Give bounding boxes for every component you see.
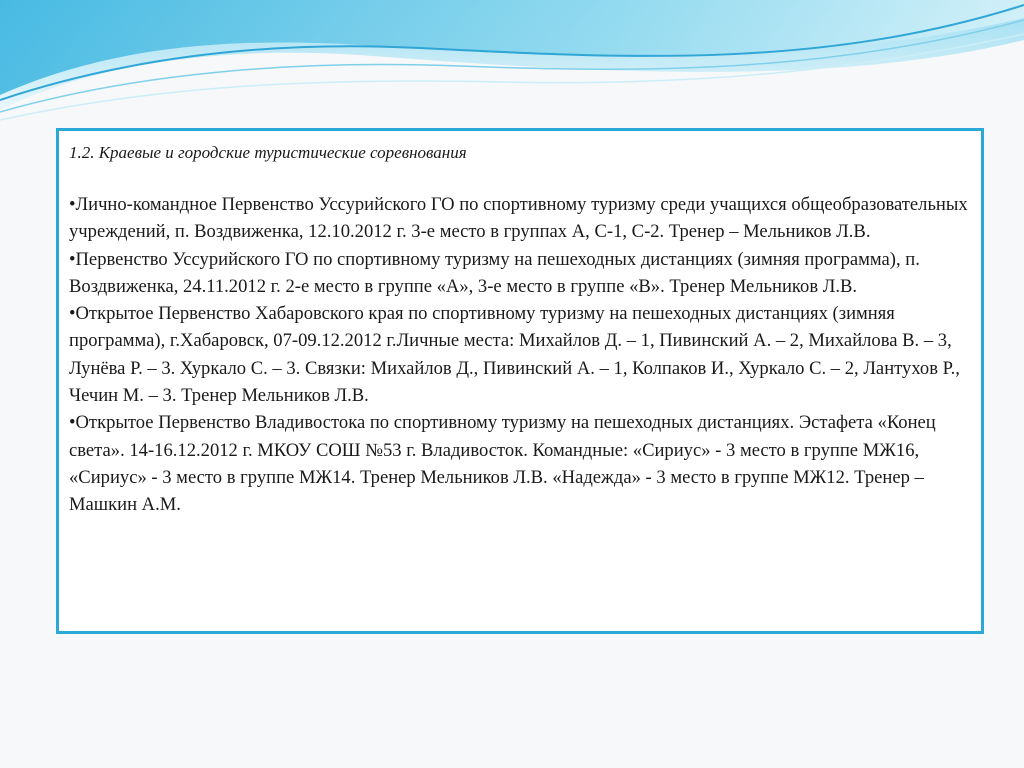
paragraph-item: •Открытое Первенство Владивостока по спортивному туризму на пешеходных дистанциях. Эстафета «Конец света». 14-16.12.2012 г. МКОУ СОШ №53 г. Владивосток. Командные: «Сириус» - 3 место в группе МЖ16, «Сириус» - 3 место в группе МЖ14. Тренер Мельников Л.В. «Надежда» - 3 место в группе МЖ12. Тренер – Машкин А.М.	[69, 412, 936, 516]
paragraph-item: •Первенство Уссурийского ГО по спортивному туризму на пешеходных дистанциях (зимняя программа), п. Воздвиженка, 24.11.2012 г. 2-е место в группе «А», 3-е место в группе «В». Тренер Мельников Л.В.	[69, 248, 920, 297]
paragraph-item: •Лично-командное Первенство Уссурийского ГО по спортивному туризму среди учащихся общеобразовательных учреждений, п. Воздвиженка, 12.10.2012 г. 3-е место в группах А, С-1, С-2. Тренер – Мельников Л.В.	[69, 194, 968, 243]
content-box	[56, 128, 984, 634]
section-heading: 1.2. Краевые и городские туристические соревнования	[69, 143, 467, 162]
decorative-wave-header	[0, 0, 1024, 140]
paragraph-item: •Открытое Первенство Хабаровского края по спортивному туризму на пешеходных дистанциях (зимняя программа), г.Хабаровск, 07-09.12.2012 г.Личные места: Михайлов Д. – 1, Пивинский А. – 2, Михайлова В. – 3, Лунёва Р. – 3. Хуркало С. – 3. Связки: Михайлов Д., Пивинский А. – 1, Колпаков И., Хуркало С. – 2, Лантухов Р., Чечин М. – 3. Тренер Мельников Л.В.	[69, 303, 960, 407]
content-inner	[59, 131, 981, 519]
